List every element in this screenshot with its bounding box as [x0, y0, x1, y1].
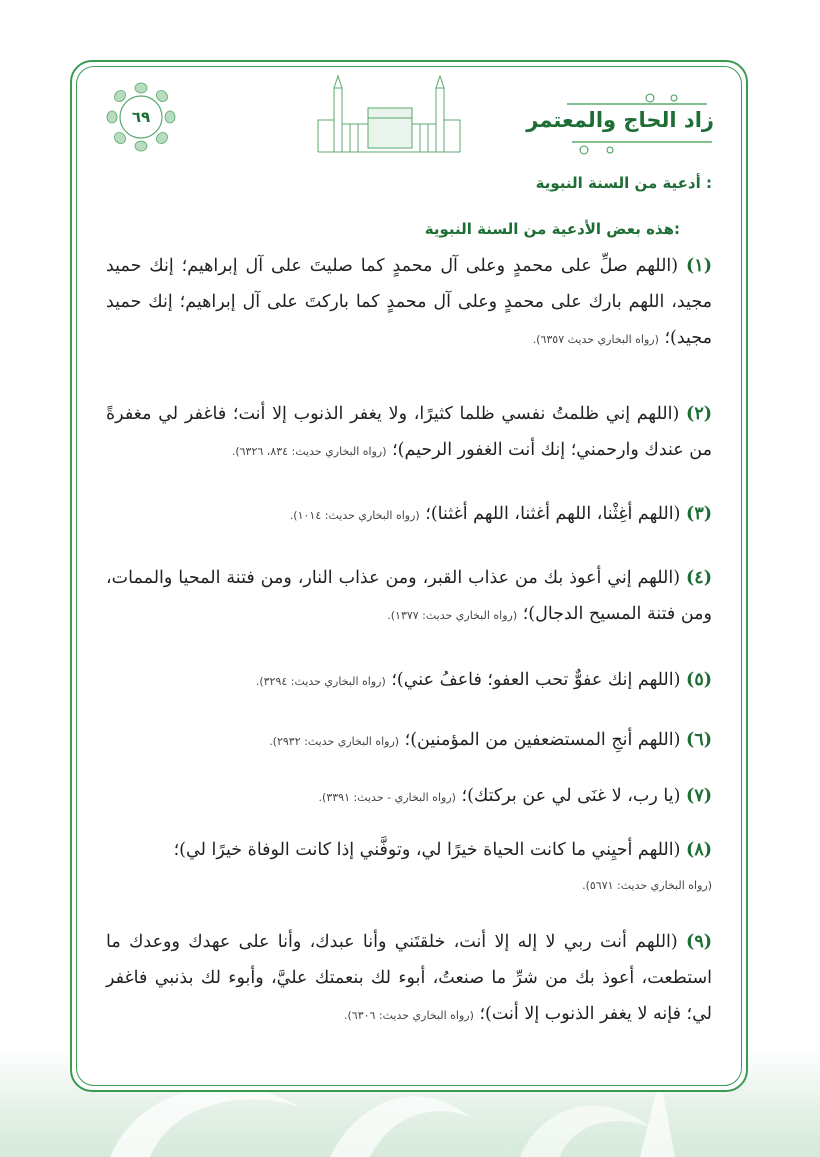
dua-number: (٨) — [686, 840, 712, 860]
dua-number: (٥) — [686, 670, 712, 690]
kaaba-mosque-icon — [314, 74, 464, 156]
dua-text: (اللهم صلِّ على محمدٍ وعلى آل محمدٍ كما صليتَ على آل إبراهيم؛ إنك حميد مجيد، اللهم بارك على محمدٍ وعلى آل محمدٍ كما باركتَ على آل إبراهيم؛ إنك حميد مجيد)؛ — [106, 256, 712, 348]
page-number: ٦٩ — [131, 108, 151, 126]
dua-6 — [106, 722, 712, 760]
dua-text: (يا رب، لا غنَى لي عن بركتك)؛ — [461, 786, 681, 806]
dua-2 — [106, 396, 712, 470]
dua-number: (٩) — [686, 932, 712, 952]
dua-8 — [106, 832, 712, 904]
dua-9 — [106, 924, 712, 1034]
page-content — [76, 66, 742, 1086]
dua-citation: (رواه البخاري حديث: ٢٩٣٢). — [269, 735, 400, 748]
dua-text: (اللهم أنجِ المستضعفين من المؤمنين)؛ — [404, 730, 681, 750]
dua-number: (٤) — [686, 568, 712, 588]
dua-3 — [106, 496, 712, 534]
section-heading: أدعية من السنة النبوية : — [535, 174, 712, 192]
dua-citation: (رواه البخاري حديث: ٦٣٠٦). — [343, 1009, 474, 1022]
dua-5 — [106, 662, 712, 700]
dua-citation: (رواه البخاري - حديث: ٣٣٩١). — [318, 791, 456, 804]
dua-number: (٢) — [686, 404, 712, 424]
dua-number: (١) — [686, 256, 712, 276]
dua-text: (اللهم أنت ربي لا إله إلا أنت، خلقتَني وأنا عبدك، وأنا على عهدك ووعدك ما استطعت، أعوذ بك من شرِّ ما صنعتُ، أبوء لك بنعمتك عليَّ، وأبوء لك بذنبي فاغفر لي؛ فإنه لا يغفر الذنوب إلا أنت)؛ — [106, 932, 712, 1024]
dua-citation: (رواه البخاري حديث: ٣٢٩٤). — [255, 675, 386, 688]
dua-citation: (رواه البخاري حديث: ٨٣٤، ٦٣٢٦). — [231, 445, 387, 458]
dua-number: (٧) — [686, 786, 712, 806]
dua-text: (اللهم إني أعوذ بك من عذاب القبر، ومن عذاب النار، ومن فتنة المحيا والممات، ومن فتنة المسيح الدجال)؛ — [106, 568, 712, 624]
dua-number: (٦) — [686, 730, 712, 750]
dua-1 — [106, 248, 712, 358]
book-title: زاد الحاج والمعتمر — [526, 108, 714, 132]
dua-7 — [106, 778, 712, 816]
dua-citation: (رواه البخاري حديث: ١٣٧٧). — [387, 609, 518, 622]
dua-text: (اللهم إنك عفوٌّ تحب العفو؛ فاعفُ عني)؛ — [391, 670, 681, 690]
dua-4 — [106, 560, 712, 634]
dua-text: (اللهم أغِثْنا، اللهم أغثنا، اللهم أغثنا)؛ — [425, 504, 681, 524]
dua-text: (اللهم إني ظلمتُ نفسي ظلما كثيرًا، ولا يغفر الذنوب إلا أنت؛ فاغفر لي مغفرةً من عندك وارحمني؛ إنك أنت الغفور الرحيم)؛ — [106, 404, 712, 460]
intro-heading: هذه بعض الأدعية من السنة النبوية: — [424, 220, 680, 238]
dua-text: (اللهم أحيِني ما كانت الحياة خيرًا لي، وتوفَّني إذا كانت الوفاة خيرًا لي)؛ — [173, 840, 681, 860]
dua-citation: (رواه البخاري حديث: ١٠١٤). — [289, 509, 420, 522]
dua-citation: (رواه البخاري حديث: ٥٦٧١). — [582, 879, 712, 892]
dua-citation: (رواه البخاري حديث ٦٣٥٧). — [532, 333, 659, 346]
dua-number: (٣) — [686, 504, 712, 524]
